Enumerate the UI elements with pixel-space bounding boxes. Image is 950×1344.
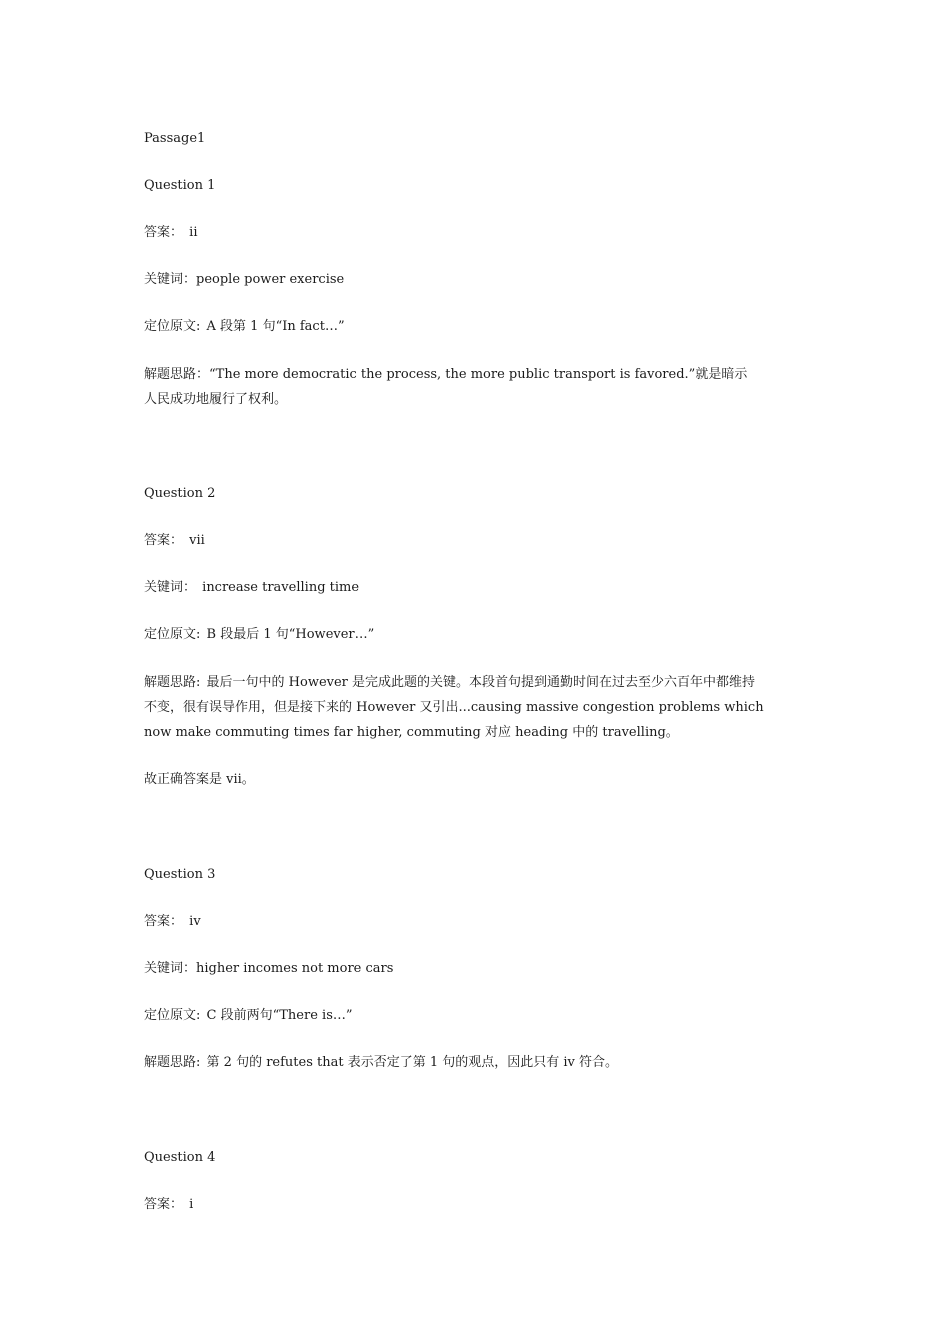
question-3-location bbox=[144, 1003, 814, 1028]
location-value: B 段最后 1 句“However…” bbox=[206, 627, 375, 642]
answer-value: ii bbox=[189, 225, 198, 240]
question-2-keywords bbox=[144, 575, 814, 600]
reasoning-label: 解题思路： bbox=[144, 367, 210, 382]
question-2-conclusion: 故正确答案是 vii。 bbox=[144, 772, 255, 787]
location-label: 定位原文: bbox=[144, 1008, 201, 1023]
question-1-answer bbox=[144, 220, 814, 245]
reasoning-label: 解题思路: bbox=[144, 1055, 201, 1070]
question-2-reasoning-line-2: 不变，很有误导作用，但是接下来的 However 又引出...causing massive congestion problems which bbox=[144, 700, 764, 715]
answer-label: 答案： bbox=[144, 914, 184, 929]
reasoning-text: 第 2 句的 refutes that 表示否定了第 1 句的观点，因此只有 iv 符合。 bbox=[206, 1055, 619, 1070]
location-label: 定位原文: bbox=[144, 319, 201, 334]
question-2-location bbox=[144, 622, 814, 647]
question-4-answer bbox=[144, 1192, 814, 1217]
question-3-answer bbox=[144, 909, 814, 934]
reasoning-text: 最后一句中的 However 是完成此题的关键。本段首句提到通勤时间在过去至少六百年中都维持 bbox=[206, 675, 756, 690]
answer-label: 答案： bbox=[144, 1197, 184, 1212]
answer-label: 答案： bbox=[144, 533, 184, 548]
question-1-location bbox=[144, 314, 814, 339]
question-2-answer bbox=[144, 528, 814, 553]
keywords-label: 关键词： bbox=[144, 272, 197, 287]
reasoning-label: 解题思路: bbox=[144, 675, 201, 690]
question-3-reasoning-line-1 bbox=[144, 1050, 814, 1075]
keywords-value: people power exercise bbox=[196, 272, 345, 287]
reasoning-text: “The more democratic the process, the more public transport is favored.”就是暗示 bbox=[209, 367, 748, 382]
question-1-reasoning-line-1 bbox=[144, 362, 814, 387]
question-3-title: Question 3 bbox=[144, 867, 216, 882]
keywords-label: 关键词： bbox=[144, 580, 197, 595]
question-1-keywords bbox=[144, 267, 814, 292]
answer-value: iv bbox=[189, 914, 201, 929]
question-1-reasoning-line-2: 人民成功地履行了权利。 bbox=[144, 392, 288, 407]
keywords-value: higher incomes not more cars bbox=[196, 961, 394, 976]
question-3-keywords bbox=[144, 956, 814, 981]
location-value: C 段前两句“There is…” bbox=[206, 1008, 353, 1023]
answer-label: 答案： bbox=[144, 225, 184, 240]
answer-value: i bbox=[189, 1197, 194, 1212]
question-2-reasoning-line-3: now make commuting times far higher, commuting 对应 heading 中的 travelling。 bbox=[144, 725, 679, 740]
question-1-title: Question 1 bbox=[144, 178, 216, 193]
answer-value: vii bbox=[189, 533, 205, 548]
location-value: A 段第 1 句“In fact…” bbox=[206, 319, 345, 334]
keywords-label: 关键词： bbox=[144, 961, 197, 976]
question-2-reasoning-line-1 bbox=[144, 670, 814, 695]
question-4-title: Question 4 bbox=[144, 1150, 216, 1165]
passage-title: Passage1 bbox=[144, 131, 206, 146]
keywords-value: increase travelling time bbox=[202, 580, 360, 595]
location-label: 定位原文: bbox=[144, 627, 201, 642]
question-2-title: Question 2 bbox=[144, 486, 216, 501]
